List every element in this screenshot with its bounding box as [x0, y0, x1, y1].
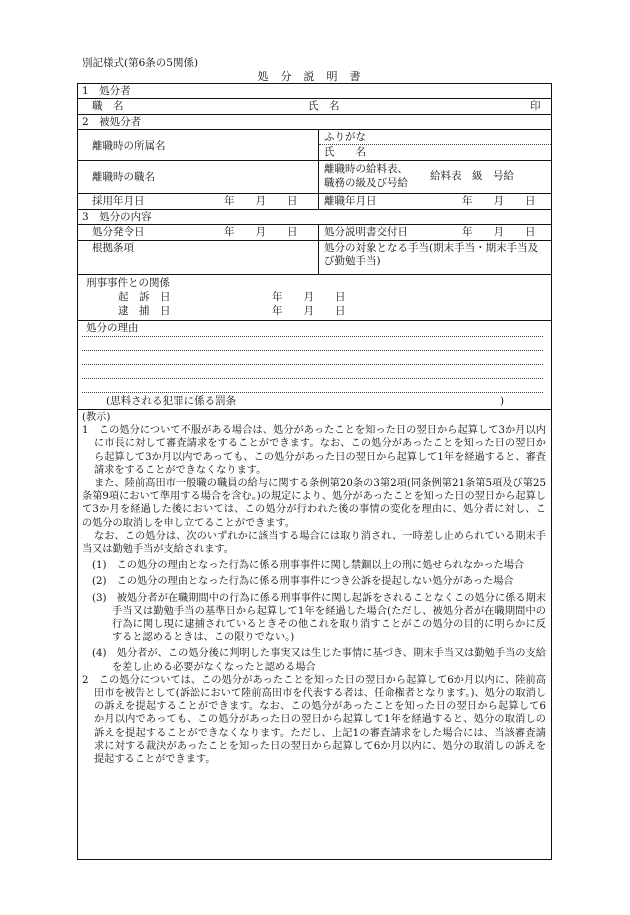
instruction-item-2: (2) この処分の理由となった行為に係る刑事事件につき公訴を提起しない処分があった場合	[92, 576, 514, 588]
arrest-label: 逮 捕 日	[118, 305, 171, 317]
instruction-item-4: (4) 処分者が、この処分後に判明した事実又は生じた事情に基づき、期末手当又は勤勉手当の支給を差し止める必要がなくなったと認める場合	[92, 648, 546, 673]
leave-date-label: 離職年月日	[324, 195, 377, 207]
form-number: 別記様式(第6条の5関係)	[82, 57, 199, 69]
disposer-name-label: 氏 名	[308, 100, 340, 112]
instruction-item-3: (3) 被処分者が在職期間中の行為に係る刑事事件に関し起訴をされることなくこの処分に係る期末手当又は勤勉手当の基準日から起算して1年を経過した場合(ただし、被処分者が在職期間中の行為に関し現に逮捕されているときその他これを取り消すことがこの処分の目的に明らかに反すると認めるときは、この限りでない。)	[92, 592, 546, 644]
arrest-date: 年 月 日	[272, 305, 346, 317]
hire-date-value: 年 月 日	[224, 195, 298, 207]
indictment-date: 年 月 日	[272, 291, 346, 303]
name-label: 氏 名	[324, 146, 366, 158]
delivery-date-value: 年 月 日	[462, 226, 536, 238]
salary-label-2: 職務の級及び号給	[324, 177, 408, 189]
disposition-date-value: 年 月 日	[224, 226, 298, 238]
instructions	[82, 411, 546, 766]
instruction-paragraph-1: 1 この処分について不服がある場合は、処分があったことを知った日の翌日から起算して3か月以内に市長に対して審査請求をすることができます。なお、この処分があったことを知った日の翌日から起算して3か月以内であっても、この処分があった日の翌日から起算して1年を経過すると、審査請求をすることができなくなります。	[82, 425, 546, 476]
disposition-date-label: 処分発令日	[92, 226, 145, 238]
instruction-item-1: (1) この処分の理由となった行為に係る刑事事件に関し禁錮以上の刑に処せられなかった場合	[92, 560, 525, 572]
penalty-clause: (思料される犯罪に係る罰条	[106, 395, 237, 407]
furigana-label: ふりがな	[324, 131, 366, 143]
leave-date-value: 年 月 日	[462, 195, 536, 207]
penalty-close: )	[500, 395, 505, 407]
indictment-label: 起 訴 日	[118, 291, 171, 303]
job-label: 離職時の職名	[92, 171, 155, 183]
section3-heading: 3 処分の内容	[82, 211, 152, 223]
basis-label: 根拠条項	[92, 242, 134, 254]
instruction-paragraph-3: なお、この処分は、次のいずれかに該当する場合には取り消され、一時差し止められている期末手当又は勤勉手当が支給されます。	[82, 530, 546, 556]
form-frame	[77, 83, 552, 860]
document-title: 処分説明書	[257, 70, 373, 83]
criminal-case-heading: 刑事事件との関係	[86, 277, 170, 289]
reason-heading: 処分の理由	[86, 322, 139, 334]
instruction-paragraph-2: また、陸前高田市一般職の職員の給与に関する条例第20条の3第2項(同条例第21条第5項及び第25条第9項において準用する場合を含む。)の規定により、処分があったことを知った日の翌日から起算して3か月を経過した後においては、この処分が行われた後の事情の変化を理由に、処分者に対し、この処分の取消しを申し立てることができます。	[82, 478, 546, 529]
dept-label: 離職時の所属名	[92, 140, 166, 152]
disposer-position-label: 職 名	[92, 100, 124, 112]
section2-heading: 2 被処分者	[82, 116, 142, 128]
instruction-paragraph-4: 2 この処分については、この処分があったことを知った日の翌日から起算して6か月以内に、陸前高田市を被告として(訴訟において陸前高田市を代表する者は、任命権者となります。)、処分の取消しの訴えを提起することができます。なお、この処分があったことを知った日の翌日から起算して6か月以内であっても、この処分があった日の翌日から起算して1年を経過すると、処分の取消しの訴えを提起することができなくなります。ただし、上記1の審査請求をした場合には、当該審査請求に対する裁決があったことを知った日の翌日から起算して6か月以内に、処分の取消しの訴えを提起することができます。	[82, 674, 546, 766]
salary-label-1: 離職時の給料表、	[324, 163, 408, 175]
delivery-date-label: 処分説明書交付日	[324, 226, 408, 238]
seal-mark: 印	[530, 100, 541, 112]
section1-heading: 1 処分者	[82, 85, 131, 97]
allowance-text: 処分の対象となる手当(期末手当・期末手当及び勤勉手当)	[324, 242, 539, 267]
hire-date-label: 採用年月日	[92, 195, 145, 207]
salary-value: 給料表 級 号給	[430, 170, 514, 182]
instructions-heading: (教示)	[82, 412, 111, 423]
